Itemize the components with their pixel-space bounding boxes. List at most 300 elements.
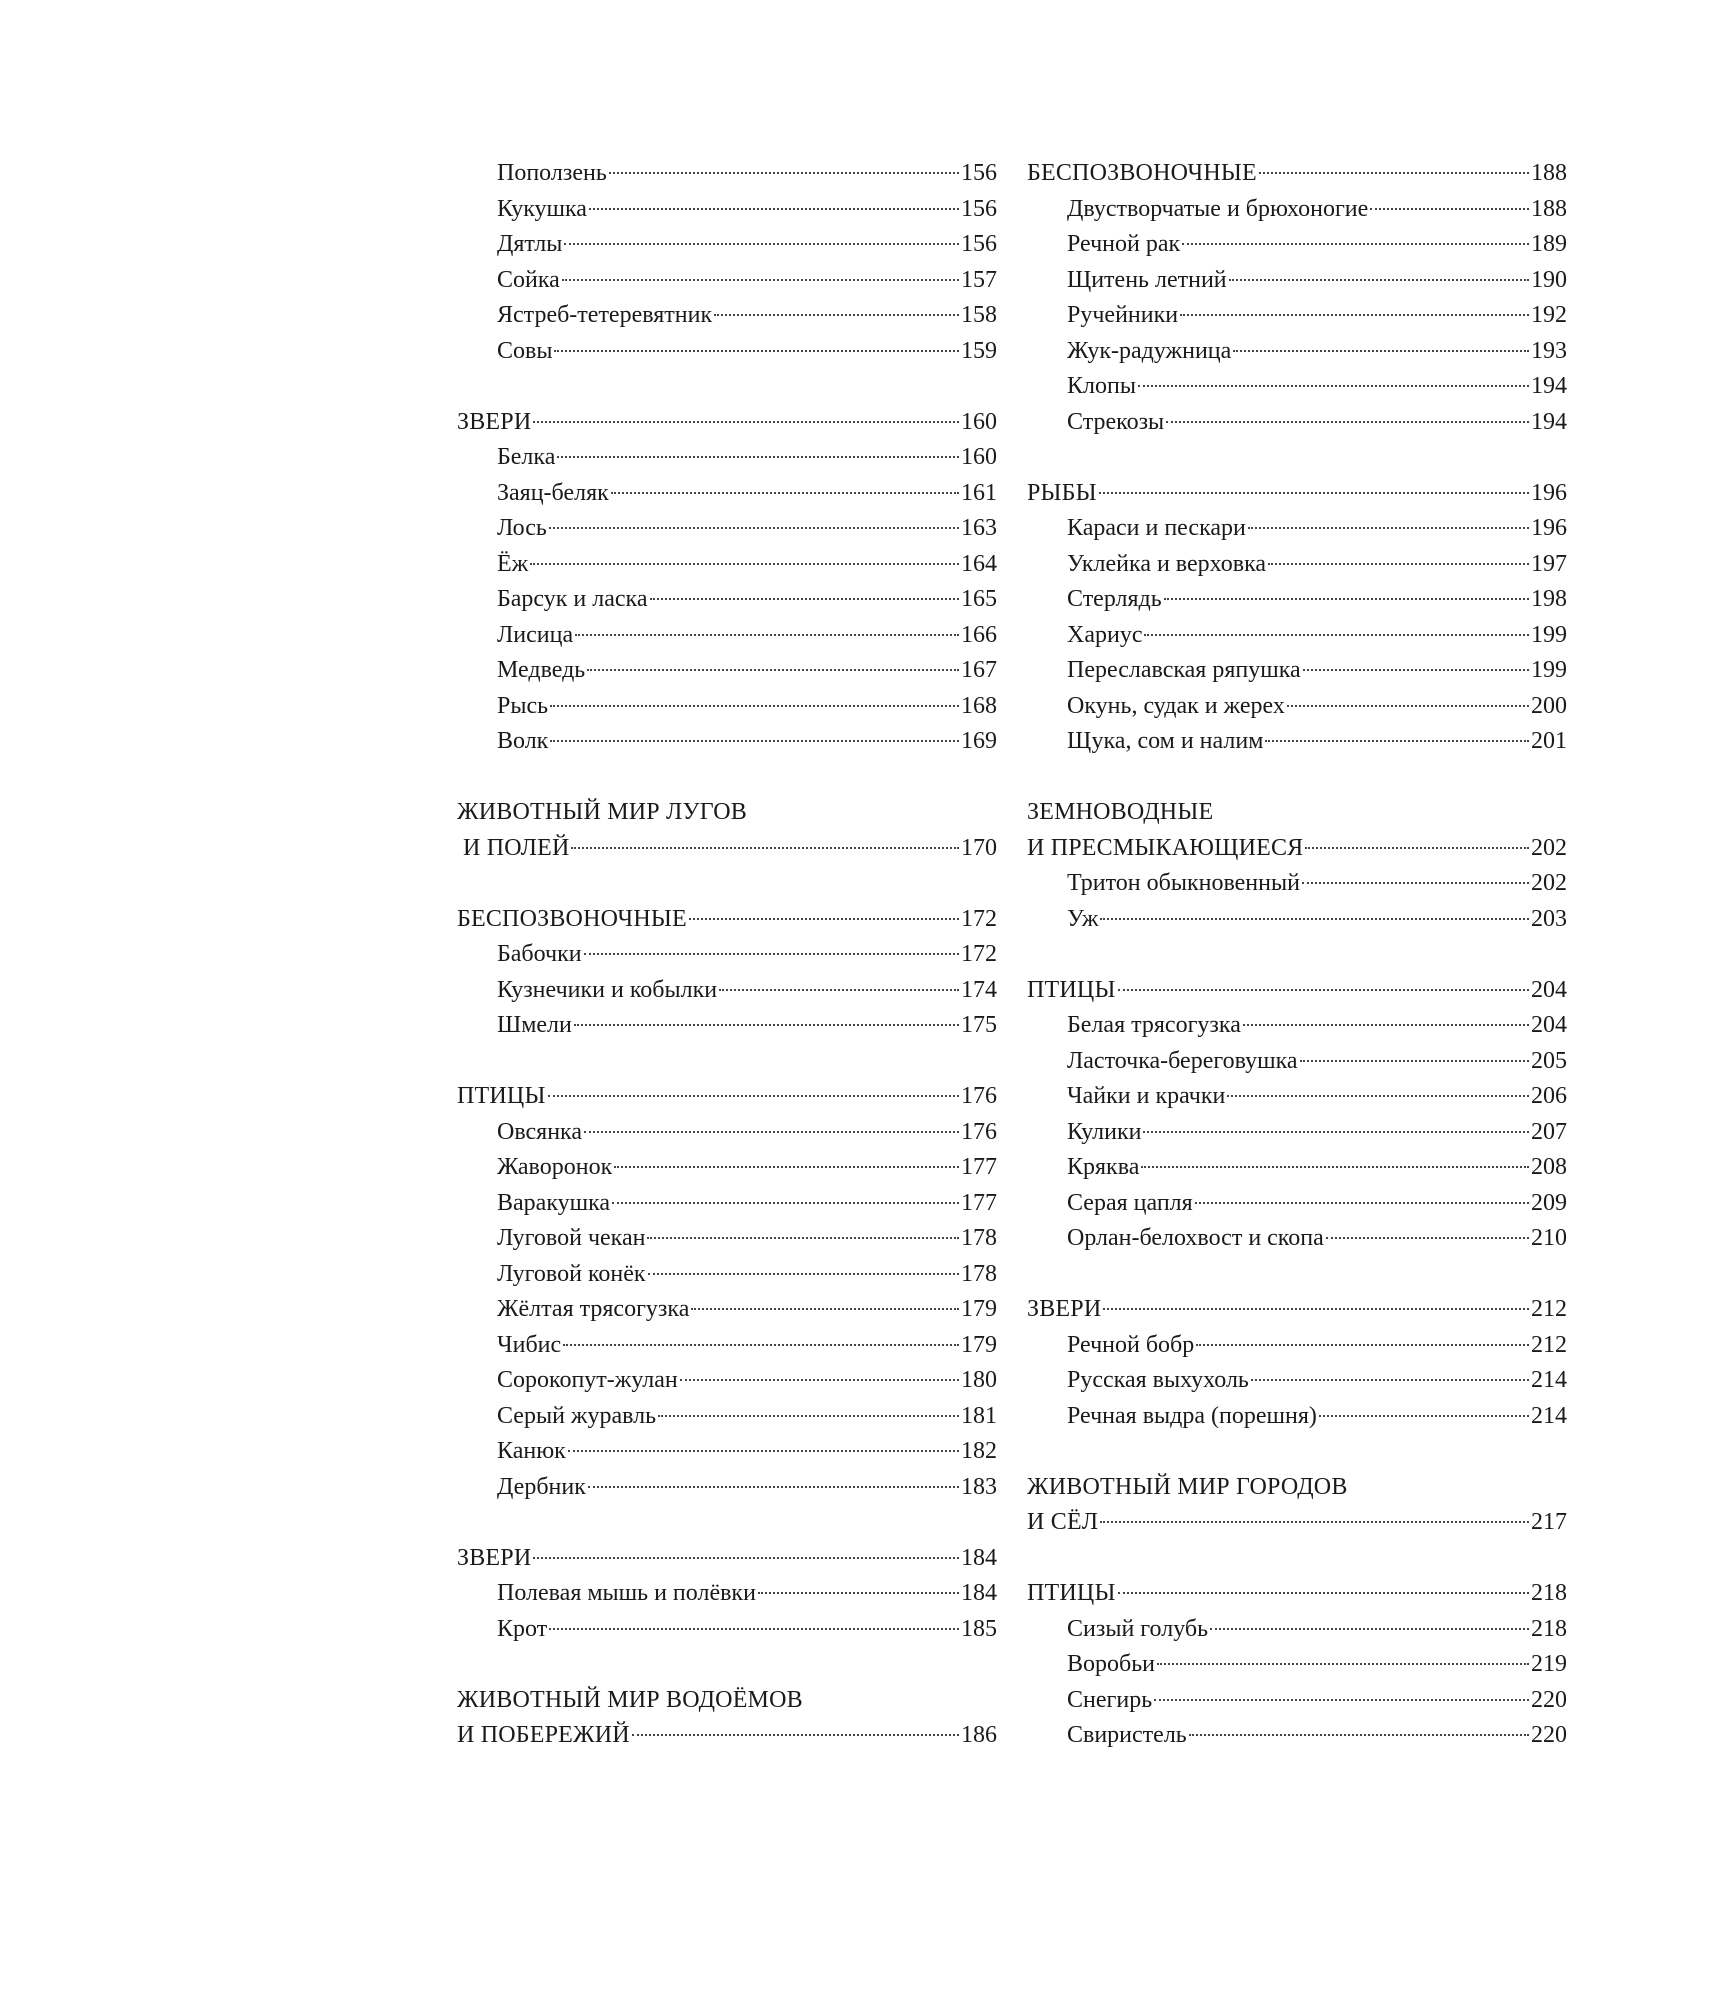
- dot-leader: [1182, 243, 1529, 245]
- dot-leader: [647, 1237, 959, 1239]
- toc-entry[interactable]: [457, 937, 997, 973]
- section-heading-line1: [457, 795, 997, 831]
- toc-entry[interactable]: [457, 724, 997, 760]
- section-heading-text: ЗЕМНОВОДНЫЕ: [1027, 799, 1214, 825]
- toc-entry-page-number: 219: [1531, 1651, 1567, 1677]
- section-heading-line1: [1027, 1470, 1567, 1506]
- toc-entry[interactable]: [1027, 192, 1567, 228]
- dot-leader: [1180, 314, 1529, 316]
- dot-leader: [1157, 1663, 1529, 1665]
- dot-leader: [1268, 563, 1529, 565]
- toc-entry[interactable]: [457, 1434, 997, 1470]
- dot-leader: [758, 1592, 959, 1594]
- toc-entry-page-number: 188: [1531, 195, 1567, 222]
- section-heading-title: ПТИЦЫ: [1027, 976, 1116, 1003]
- toc-entry-title: Дербник: [497, 1473, 586, 1500]
- toc-entry-title: Барсук и ласка: [497, 586, 648, 612]
- dot-leader: [632, 1734, 959, 1736]
- dot-leader: [1248, 527, 1529, 529]
- toc-entry[interactable]: [1027, 1044, 1567, 1080]
- toc-entry-page-number: 166: [961, 621, 997, 648]
- dot-leader: [689, 918, 959, 920]
- dot-leader: [1118, 989, 1529, 991]
- toc-section: [1027, 1576, 1567, 1754]
- toc-entry-page-number: 202: [1531, 870, 1567, 896]
- toc-entry[interactable]: [1027, 1683, 1567, 1719]
- toc-entry-title: Клопы: [1067, 373, 1136, 399]
- toc-entry-title: Шмели: [497, 1012, 572, 1038]
- section-heading-text: ЖИВОТНЫЙ МИР ЛУГОВ: [457, 799, 747, 825]
- section-heading-title: ПТИЦЫ: [1027, 1580, 1116, 1606]
- toc-entry-page-number: 179: [961, 1296, 997, 1322]
- toc-entry-title: Варакушка: [497, 1189, 611, 1216]
- dot-leader: [562, 279, 959, 281]
- toc-entry[interactable]: [1027, 1718, 1567, 1754]
- toc-section: [1027, 1470, 1567, 1541]
- dot-leader: [691, 1308, 959, 1310]
- section-heading-line1: [457, 1683, 997, 1719]
- dot-leader: [1303, 669, 1529, 671]
- toc-entry[interactable]: [457, 1328, 997, 1364]
- toc-entry[interactable]: [457, 1115, 997, 1151]
- toc-entry[interactable]: [1027, 1647, 1567, 1683]
- toc-entry-page-number: 177: [961, 1189, 997, 1216]
- section-heading-page-number: 170: [961, 834, 997, 861]
- toc-entry-title: Заяц-беляк: [497, 479, 609, 506]
- toc-entry-title: Ёж: [497, 550, 529, 577]
- section-heading-page-number: 188: [1531, 160, 1567, 186]
- dot-leader: [571, 847, 959, 849]
- toc-entry-title: Переславская ряпушка: [1067, 657, 1301, 683]
- toc-entry[interactable]: [457, 689, 997, 725]
- toc-entry[interactable]: [1027, 263, 1567, 299]
- toc-entry-page-number: 214: [1531, 1402, 1567, 1429]
- section-heading[interactable]: [1027, 1505, 1567, 1541]
- toc-entry-page-number: 161: [961, 479, 997, 506]
- dot-leader: [1100, 1521, 1529, 1523]
- toc-entry-title: Крот: [497, 1615, 548, 1642]
- toc-entry-title: Полевая мышь и полёвки: [497, 1580, 756, 1606]
- toc-entry-page-number: 156: [961, 160, 997, 186]
- toc-entry[interactable]: [457, 511, 997, 547]
- toc-entry[interactable]: [457, 263, 997, 299]
- toc-entry[interactable]: [457, 1292, 997, 1328]
- toc-entry-title: Хариус: [1067, 621, 1143, 648]
- section-heading-text: ЖИВОТНЫЙ МИР ВОДОЁМОВ: [457, 1686, 803, 1713]
- dot-leader: [648, 1273, 959, 1275]
- dot-leader: [589, 208, 959, 210]
- toc-entry[interactable]: [1027, 298, 1567, 334]
- toc-entry-page-number: 200: [1531, 692, 1567, 719]
- toc-entry-page-number: 194: [1531, 408, 1567, 435]
- toc-entry-page-number: 181: [961, 1402, 997, 1429]
- toc-entry[interactable]: [457, 1008, 997, 1044]
- toc-entry-page-number: 218: [1531, 1615, 1567, 1642]
- dot-leader: [1118, 1592, 1529, 1594]
- toc-entry-page-number: 199: [1531, 657, 1567, 683]
- toc-entry-title: Щука, сом и налим: [1067, 728, 1264, 754]
- section-heading-title: БЕСПОЗВОНОЧНЫЕ: [1027, 160, 1257, 186]
- toc-entry-title: Чайки и крачки: [1067, 1083, 1226, 1109]
- toc-entry-title: Лисица: [497, 621, 574, 648]
- toc-entry-title: Уж: [1067, 905, 1099, 932]
- dot-leader: [680, 1379, 959, 1381]
- dot-leader: [1099, 492, 1529, 494]
- toc-entry[interactable]: [1027, 618, 1567, 654]
- toc-entry-title: Речная выдра (порешня): [1067, 1402, 1317, 1429]
- section-heading[interactable]: [1027, 1292, 1567, 1328]
- dot-leader: [609, 172, 959, 174]
- toc-entry[interactable]: [1027, 511, 1567, 547]
- toc-entry-title: Кряква: [1067, 1154, 1140, 1180]
- dot-leader: [1300, 1060, 1529, 1062]
- toc-entry-page-number: 175: [961, 1012, 997, 1038]
- dot-leader: [612, 1202, 959, 1204]
- toc-entry-page-number: 178: [961, 1225, 997, 1251]
- toc-entry-page-number: 206: [1531, 1083, 1567, 1109]
- toc-entry-title: Кулики: [1067, 1118, 1142, 1145]
- section-heading-title: ЗВЕРИ: [457, 1544, 532, 1571]
- toc-entry-title: Волк: [497, 728, 549, 754]
- section-heading-page-number: 184: [961, 1544, 997, 1571]
- dot-leader: [533, 1557, 959, 1559]
- dot-leader: [1154, 1699, 1529, 1701]
- toc-section: [1027, 973, 1567, 1257]
- dot-leader: [611, 492, 959, 494]
- section-heading[interactable]: [457, 1079, 997, 1115]
- toc-entry-page-number: 183: [961, 1473, 997, 1500]
- section-heading-title: И ПОЛЕЙ: [463, 834, 570, 861]
- toc-entry[interactable]: [457, 582, 997, 618]
- dot-leader: [575, 634, 959, 636]
- toc-entry-title: Русская выхухоль: [1067, 1367, 1249, 1393]
- dot-leader: [1143, 1131, 1529, 1133]
- toc-entry-page-number: 189: [1531, 231, 1567, 257]
- toc-entry-title: Свиристель: [1067, 1722, 1187, 1748]
- toc-entry[interactable]: [457, 653, 997, 689]
- dot-leader: [1210, 1628, 1529, 1630]
- dot-leader: [1287, 705, 1529, 707]
- toc-entry[interactable]: [1027, 369, 1567, 405]
- toc-entry[interactable]: [457, 1576, 997, 1612]
- toc-entry-page-number: 179: [961, 1331, 997, 1358]
- dot-leader: [550, 705, 959, 707]
- toc-entry[interactable]: [457, 973, 997, 1009]
- dot-leader: [1305, 847, 1529, 849]
- toc-entry[interactable]: [457, 1470, 997, 1506]
- toc-entry-title: Стерлядь: [1067, 586, 1162, 612]
- toc-entry[interactable]: [1027, 547, 1567, 583]
- section-heading[interactable]: [1027, 476, 1567, 512]
- dot-leader: [1195, 1202, 1529, 1204]
- section-heading-page-number: 217: [1531, 1509, 1567, 1535]
- toc-entry[interactable]: [457, 1186, 997, 1222]
- toc-entry-page-number: 160: [961, 444, 997, 470]
- toc-entry-title: Воробьи: [1067, 1651, 1156, 1677]
- section-heading-page-number: 186: [961, 1722, 997, 1748]
- section-heading-title: И СЁЛ: [1027, 1509, 1099, 1535]
- toc-entry[interactable]: [457, 440, 997, 476]
- section-heading-page-number: 212: [1531, 1296, 1567, 1322]
- dot-leader: [549, 527, 959, 529]
- toc-entry-page-number: 156: [961, 195, 997, 222]
- toc-entry-title: Снегирь: [1067, 1686, 1153, 1713]
- toc-entry[interactable]: [1027, 1399, 1567, 1435]
- section-heading-page-number: 176: [961, 1083, 997, 1109]
- toc-section: [1027, 1292, 1567, 1434]
- toc-entry-title: Овсянка: [497, 1118, 583, 1145]
- toc-entry[interactable]: [457, 1221, 997, 1257]
- toc-entry-title: Дятлы: [497, 231, 563, 257]
- section-heading-title: ЗВЕРИ: [457, 408, 532, 435]
- dot-leader: [1196, 1344, 1529, 1346]
- toc-entry-title: Белая трясогузка: [1067, 1012, 1241, 1038]
- toc-entry-title: Речной рак: [1067, 231, 1181, 257]
- toc-section: [457, 795, 997, 866]
- toc-entry-title: Кукушка: [497, 195, 587, 222]
- section-heading[interactable]: [457, 902, 997, 938]
- toc-entry-title: Поползень: [497, 160, 607, 186]
- toc-entry-page-number: 167: [961, 657, 997, 683]
- dot-leader: [564, 243, 959, 245]
- toc-entry-title: Канюк: [497, 1438, 566, 1464]
- toc-entry-page-number: 205: [1531, 1047, 1567, 1074]
- dot-leader: [1251, 1379, 1529, 1381]
- toc-entry-page-number: 212: [1531, 1331, 1567, 1358]
- toc-entry[interactable]: [1027, 1115, 1567, 1151]
- toc-entry-page-number: 196: [1531, 515, 1567, 541]
- toc-entry[interactable]: [1027, 866, 1567, 902]
- toc-entry-page-number: 190: [1531, 266, 1567, 293]
- toc-entry[interactable]: [1027, 1221, 1567, 1257]
- toc-entry-page-number: 192: [1531, 302, 1567, 328]
- dot-leader: [1144, 634, 1529, 636]
- toc-entry[interactable]: [1027, 1186, 1567, 1222]
- toc-entry-title: Ястреб-тетеревятник: [497, 302, 713, 328]
- section-heading-page-number: 218: [1531, 1580, 1567, 1606]
- dot-leader: [1138, 385, 1529, 387]
- section-heading[interactable]: [457, 1718, 997, 1754]
- dot-leader: [587, 669, 959, 671]
- toc-entry-page-number: 194: [1531, 373, 1567, 399]
- toc-entry-page-number: 203: [1531, 905, 1567, 932]
- dot-leader: [550, 740, 959, 742]
- toc-entry-page-number: 210: [1531, 1225, 1567, 1251]
- toc-entry[interactable]: [457, 298, 997, 334]
- toc-entry-title: Жаворонок: [497, 1154, 613, 1180]
- toc-entry-page-number: 198: [1531, 586, 1567, 612]
- dot-leader: [549, 1628, 959, 1630]
- toc-entry[interactable]: [457, 476, 997, 512]
- dot-leader: [574, 1024, 959, 1026]
- toc-entry-title: Ручейники: [1067, 302, 1179, 328]
- toc-entry-page-number: 169: [961, 728, 997, 754]
- section-heading-title: ПТИЦЫ: [457, 1083, 546, 1109]
- toc-section: [457, 902, 997, 1044]
- section-heading[interactable]: [1027, 831, 1567, 867]
- toc-entry-title: Щитень летний: [1067, 266, 1227, 293]
- toc-entry[interactable]: [1027, 582, 1567, 618]
- toc-entry[interactable]: [1027, 1150, 1567, 1186]
- toc-entry[interactable]: [1027, 1328, 1567, 1364]
- toc-entry[interactable]: [1027, 689, 1567, 725]
- toc-entry-title: Тритон обыкновенный: [1067, 870, 1300, 896]
- dot-leader: [1103, 1308, 1529, 1310]
- toc-entry-page-number: 163: [961, 515, 997, 541]
- dot-leader: [584, 1131, 959, 1133]
- dot-leader: [1319, 1415, 1529, 1417]
- toc-entry-title: Жёлтая трясогузка: [497, 1296, 690, 1322]
- toc-entry-title: Караси и пескари: [1067, 515, 1246, 541]
- toc-entry-page-number: 208: [1531, 1154, 1567, 1180]
- dot-leader: [1233, 350, 1529, 352]
- toc-entry-title: Двустворчатые и брюхоногие: [1067, 195, 1369, 222]
- section-heading-text: ЖИВОТНЫЙ МИР ГОРОДОВ: [1027, 1473, 1348, 1500]
- toc-section: [457, 1683, 997, 1754]
- dot-leader: [1100, 918, 1529, 920]
- toc-entry[interactable]: [457, 1257, 997, 1293]
- dot-leader: [584, 953, 959, 955]
- toc-entry[interactable]: [1027, 724, 1567, 760]
- toc-entry-title: Совы: [497, 337, 553, 364]
- toc-entry-page-number: 220: [1531, 1686, 1567, 1713]
- toc-entry-title: Медведь: [497, 657, 586, 683]
- toc-entry-page-number: 174: [961, 976, 997, 1003]
- toc-entry[interactable]: [1027, 227, 1567, 263]
- toc-entry-title: Сорокопут-жулан: [497, 1367, 678, 1393]
- toc-entry-page-number: 204: [1531, 1012, 1567, 1038]
- toc-entry-page-number: 178: [961, 1260, 997, 1287]
- toc-entry[interactable]: [1027, 1363, 1567, 1399]
- toc-entry-page-number: 177: [961, 1154, 997, 1180]
- toc-entry-title: Стрекозы: [1067, 408, 1165, 435]
- toc-entry[interactable]: [1027, 405, 1567, 441]
- toc-section: [1027, 795, 1567, 937]
- toc-entry[interactable]: [457, 192, 997, 228]
- section-heading-title: И ПОБЕРЕЖИЙ: [457, 1722, 630, 1748]
- dot-leader: [1243, 1024, 1529, 1026]
- section-heading[interactable]: [1027, 156, 1567, 192]
- section-heading-line1: [1027, 795, 1567, 831]
- toc-entry-title: Рысь: [497, 692, 549, 719]
- toc-column-left: [457, 156, 997, 1789]
- section-heading-page-number: 202: [1531, 834, 1567, 861]
- section-heading-page-number: 196: [1531, 479, 1567, 506]
- toc-entry-title: Серая цапля: [1067, 1189, 1193, 1216]
- toc-entry-title: Сойка: [497, 266, 560, 293]
- section-heading[interactable]: [457, 1541, 997, 1577]
- toc-entry-page-number: 168: [961, 692, 997, 719]
- dot-leader: [1302, 882, 1529, 884]
- toc-entry-title: Лось: [497, 515, 547, 541]
- dot-leader: [1259, 172, 1529, 174]
- toc-entry[interactable]: [457, 227, 997, 263]
- toc-entry[interactable]: [457, 1363, 997, 1399]
- toc-entry-page-number: 182: [961, 1438, 997, 1464]
- toc-entry-title: Серый журавль: [497, 1402, 657, 1429]
- toc-entry-page-number: 207: [1531, 1118, 1567, 1145]
- toc-entry-title: Ласточка-береговушка: [1067, 1047, 1298, 1074]
- toc-entry-title: Бабочки: [497, 941, 582, 967]
- toc-section: [1027, 476, 1567, 760]
- dot-leader: [568, 1450, 959, 1452]
- toc-entry-title: Кузнечики и кобылки: [497, 976, 718, 1003]
- section-heading[interactable]: [457, 405, 997, 441]
- dot-leader: [1227, 1095, 1529, 1097]
- section-heading-title: РЫБЫ: [1027, 479, 1097, 506]
- section-heading-title: ЗВЕРИ: [1027, 1296, 1102, 1322]
- section-heading[interactable]: [1027, 1576, 1567, 1612]
- toc-entry-title: Орлан-белохвост и скопа: [1067, 1225, 1324, 1251]
- toc-entry[interactable]: [1027, 653, 1567, 689]
- toc-section: [457, 156, 997, 369]
- toc-column-right: [1027, 156, 1567, 1789]
- toc-entry-page-number: 197: [1531, 550, 1567, 577]
- toc-entry-page-number: 184: [961, 1580, 997, 1606]
- toc-entry-page-number: 156: [961, 231, 997, 257]
- toc-entry-title: Речной бобр: [1067, 1331, 1195, 1358]
- toc-entry-page-number: 176: [961, 1118, 997, 1145]
- toc-entry-title: Окунь, судак и жерех: [1067, 692, 1285, 719]
- toc-entry[interactable]: [457, 156, 997, 192]
- toc-entry[interactable]: [1027, 1008, 1567, 1044]
- toc-entry[interactable]: [1027, 902, 1567, 938]
- toc-entry-title: Сизый голубь: [1067, 1615, 1209, 1642]
- toc-entry-page-number: 165: [961, 586, 997, 612]
- toc-entry-page-number: 201: [1531, 728, 1567, 754]
- section-heading-page-number: 204: [1531, 976, 1567, 1003]
- dot-leader: [533, 421, 959, 423]
- toc-entry[interactable]: [1027, 334, 1567, 370]
- dot-leader: [557, 456, 959, 458]
- toc-entry-title: Белка: [497, 444, 556, 470]
- toc-entry[interactable]: [457, 547, 997, 583]
- dot-leader: [1265, 740, 1529, 742]
- toc-entry[interactable]: [1027, 1612, 1567, 1648]
- toc-entry-page-number: 185: [961, 1615, 997, 1642]
- toc-entry-page-number: 157: [961, 266, 997, 293]
- toc-entry-page-number: 158: [961, 302, 997, 328]
- dot-leader: [650, 598, 959, 600]
- section-heading[interactable]: [457, 831, 997, 867]
- toc-entry[interactable]: [457, 1612, 997, 1648]
- toc-entry[interactable]: [457, 1150, 997, 1186]
- dot-leader: [614, 1166, 959, 1168]
- toc-entry-page-number: 214: [1531, 1367, 1567, 1393]
- toc-entry-page-number: 209: [1531, 1189, 1567, 1216]
- section-heading-title: И ПРЕСМЫКАЮЩИЕСЯ: [1027, 834, 1304, 861]
- toc-entry-title: Уклейка и верховка: [1067, 550, 1267, 577]
- dot-leader: [548, 1095, 959, 1097]
- section-heading[interactable]: [1027, 973, 1567, 1009]
- dot-leader: [719, 989, 959, 991]
- dot-leader: [1229, 279, 1529, 281]
- toc-entry[interactable]: [457, 334, 997, 370]
- toc-entry-page-number: 193: [1531, 337, 1567, 364]
- toc-entry[interactable]: [457, 1399, 997, 1435]
- dot-leader: [1370, 208, 1529, 210]
- section-heading-page-number: 160: [961, 408, 997, 435]
- toc-entry[interactable]: [1027, 1079, 1567, 1115]
- toc-section: [457, 1079, 997, 1505]
- toc-entry-page-number: 159: [961, 337, 997, 364]
- dot-leader: [1164, 598, 1529, 600]
- dot-leader: [588, 1486, 959, 1488]
- toc-entry[interactable]: [457, 618, 997, 654]
- dot-leader: [1189, 1734, 1529, 1736]
- toc-entry-page-number: 199: [1531, 621, 1567, 648]
- toc-entry-title: Чибис: [497, 1331, 562, 1358]
